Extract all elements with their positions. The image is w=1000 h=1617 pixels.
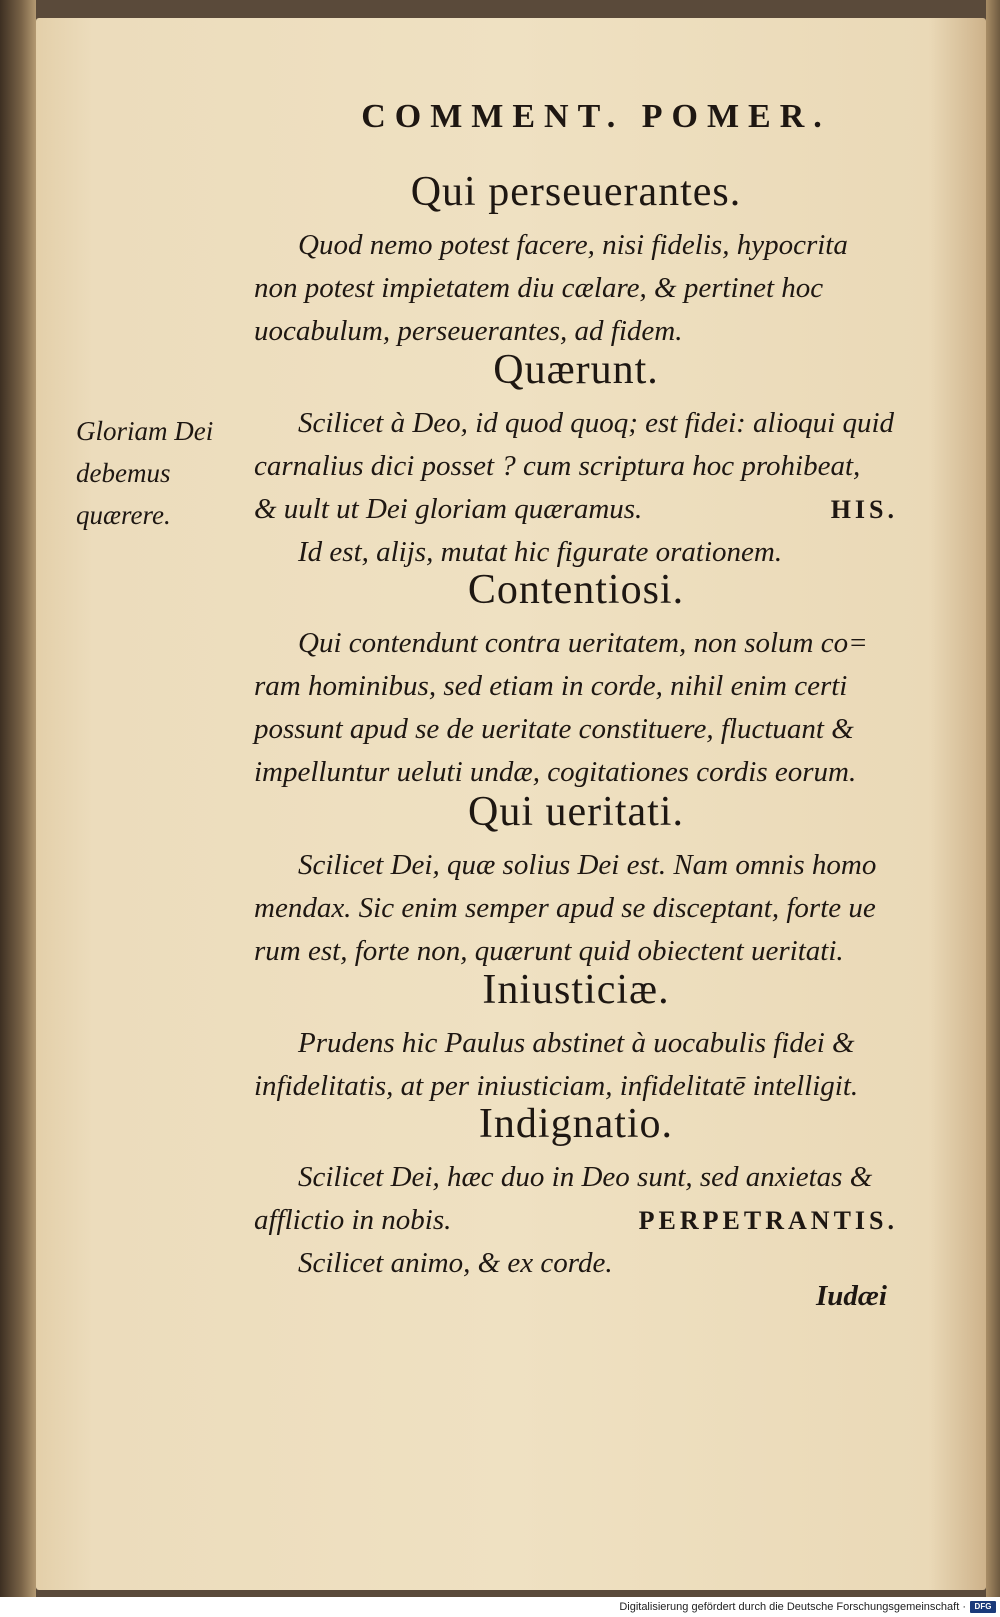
text-line: Scilicet animo, & ex corde. — [298, 1247, 613, 1279]
page-edge — [986, 0, 1000, 1597]
text-line: mendax. Sic enim semper apud se disceptant, forte ue — [254, 892, 876, 924]
text-line: non potest impietatem diu cælare, & pertinet hoc — [254, 272, 824, 304]
text-line: Quod nemo potest facere, nisi fidelis, hypocrita — [298, 229, 848, 261]
text-line: Scilicet à Deo, id quod quoq; est fidei: alioqui quid — [298, 407, 895, 439]
page-text — [36, 18, 986, 1590]
text-line: ram hominibus, sed etiam in corde, nihil enim certi — [254, 670, 848, 702]
text-line: Id est, alijs, mutat hic figurate orationem. — [298, 536, 783, 568]
lemma-heading: Contentiosi. — [467, 567, 685, 613]
commentary-paragraph — [254, 402, 898, 574]
small-caps-lemma: HIS. — [830, 495, 898, 524]
marginal-line: quærere. — [76, 500, 171, 530]
lemma-heading: Iniusticiæ. — [482, 967, 670, 1013]
text-line — [254, 1199, 898, 1242]
text-line: Qui contendunt contra ueritatem, non solum co= — [298, 627, 868, 659]
lemma-heading: Qui perseuerantes. — [410, 169, 742, 215]
text-line: Prudens hic Paulus abstinet à uocabulis fidei & — [298, 1027, 855, 1059]
commentary-paragraph — [254, 224, 898, 353]
commentary-paragraph — [254, 844, 898, 973]
commentary-paragraph — [254, 622, 898, 794]
text-line-part: afflictio in nobis. — [254, 1204, 452, 1236]
text-line-part: & uult ut Dei gloriam quæramus. — [254, 493, 643, 525]
running-head: COMMENT. POMER. — [361, 98, 831, 135]
marginal-note — [76, 410, 246, 536]
catchword: Iudæi — [816, 1280, 887, 1312]
text-line: carnalius dici posset ? cum scriptura hoc prohibeat, — [254, 450, 861, 482]
digitization-footer — [0, 1597, 1000, 1617]
text-line — [254, 488, 898, 531]
marginal-line: Gloriam Dei — [76, 416, 214, 446]
lemma-heading: Qui ueritati. — [468, 789, 684, 835]
text-line: rum est, forte non, quærunt quid obiectent ueritati. — [254, 935, 844, 967]
text-line: possunt apud se de ueritate constituere, fluctuant & — [254, 713, 854, 745]
commentary-paragraph — [254, 1022, 898, 1108]
lemma-heading: Quærunt. — [493, 347, 659, 393]
text-line: Scilicet Dei, hæc duo in Deo sunt, sed anxietas & — [298, 1161, 873, 1193]
footer-text: Digitalisierung gefördert durch die Deutsche Forschungsgemeinschaft · — [619, 1601, 966, 1613]
commentary-paragraph — [254, 1156, 898, 1285]
dfg-logo-icon: DFG — [970, 1601, 996, 1613]
book-page — [36, 18, 986, 1590]
marginal-line: debemus — [76, 458, 171, 488]
text-line: uocabulum, perseuerantes, ad fidem. — [254, 315, 683, 347]
small-caps-lemma: PERPETRANTIS. — [638, 1206, 898, 1235]
text-line: impelluntur ueluti undæ, cogitationes cordis eorum. — [254, 756, 857, 788]
book-spine — [0, 0, 36, 1597]
text-line: Scilicet Dei, quæ solius Dei est. Nam omnis homo — [298, 849, 877, 881]
lemma-heading: Indignatio. — [478, 1101, 674, 1147]
text-line: infidelitatis, at per iniusticiam, infidelitatē intelligit. — [254, 1070, 859, 1102]
